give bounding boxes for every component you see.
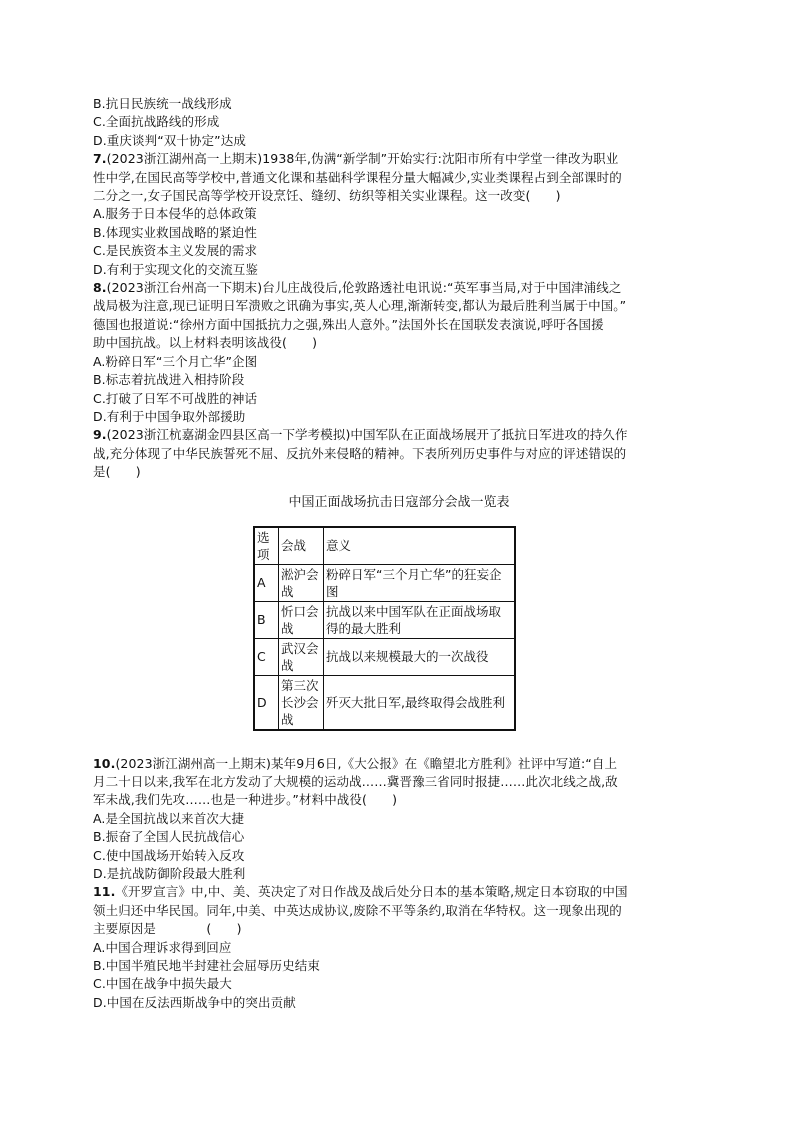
option: A.中国合理诉求得到回应 (93, 939, 232, 955)
question-text: 战局极为注意,现已证明日军溃败之讯确为事实,英人心理,渐渐转变,都认为最后胜利当属于中国。” (93, 298, 627, 314)
question-text: 战,充分体现了中华民族誓死不屈、反抗外来侵略的精神。下表所列历史事件与对应的评述错误的 (93, 445, 627, 461)
header-cell: 意义 (324, 527, 516, 565)
question-number: 11. (93, 884, 116, 900)
table-cell: D (254, 675, 279, 730)
question-text: 二分之一,女子国民高等学校开设烹饪、缝纫、纺织等相关实业课程。这一改变( ) (93, 188, 561, 204)
question-8 (93, 279, 705, 426)
header-cell: 选项 (254, 527, 279, 565)
option: A.是全国抗战以来首次大捷 (93, 810, 245, 826)
question-number: 9. (93, 427, 107, 443)
option: C.是民族资本主义发展的需求 (93, 243, 258, 259)
question-text: 是( ) (93, 464, 141, 480)
table-cell: 抗战以来中国军队在正面战场取得的最大胜利 (324, 601, 516, 638)
option: C.全面抗战路线的形成 (93, 114, 220, 130)
header-cell: 会战 (279, 527, 324, 565)
question-text: (2023浙江湖州高一上期末)1938年,伪满“新学制”开始实行:沈阳市所有中学堂一律改为职业 (106, 151, 619, 167)
option: D.中国在反法西斯战争中的突出贡献 (93, 994, 296, 1010)
table-cell: 第三次长沙会战 (279, 675, 324, 730)
table-cell: 歼灭大批日军,最终取得会战胜利 (324, 675, 516, 730)
table-caption: 中国正面战场抗击日寇部分会战一览表 (288, 494, 510, 510)
option: C.中国在战争中损失最大 (93, 976, 232, 992)
option: B.体现实业救国战略的紧迫性 (93, 224, 257, 240)
question-text: 德国也报道说:“徐州方面中国抵抗力之强,殊出人意外。”法国外长在国联发表演说,呼吁各国援 (93, 316, 604, 332)
exam-page (93, 95, 705, 1012)
option: A.粉碎日军“三个月亡华”企图 (93, 353, 258, 369)
table-header-row (254, 527, 515, 565)
option: D.有利于实现文化的交流互鉴 (93, 261, 258, 277)
option: B.振奋了全国人民抗战信心 (93, 829, 245, 845)
question-9 (93, 426, 705, 754)
q6-options (93, 95, 705, 150)
table-cell: 抗战以来规模最大的一次战役 (324, 638, 516, 675)
question-text: (2023浙江湖州高一上期末)某年9月6日,《大公报》在《瞻望北方胜利》社评中写道:“自上 (115, 755, 618, 771)
question-text: 主要原因是 ( ) (93, 921, 242, 937)
question-7 (93, 150, 705, 279)
question-number: 10. (93, 755, 116, 771)
option: D.是抗战防御阶段最大胜利 (93, 865, 246, 881)
option: D.有利于中国争取外部援助 (93, 408, 246, 424)
option: C.打破了日军不可战胜的神话 (93, 390, 258, 406)
table-cell: A (254, 564, 279, 601)
question-text: 月二十日以来,我军在北方发动了大规模的运动战……冀晋豫三省同时报捷……此次北线之战,敌 (93, 773, 618, 789)
option: A.服务于日本侵华的总体政策 (93, 206, 257, 222)
question-text: 领土归还中华民国。同年,中美、中英达成协议,废除不平等条约,取消在华特权。这一现象出现的 (93, 902, 622, 918)
question-11 (93, 883, 705, 1012)
table-cell: 武汉会战 (279, 638, 324, 675)
table-row (254, 638, 515, 675)
question-text: 军未战,我们先攻……也是一种进步。”材料中战役( ) (93, 792, 398, 808)
question-text: 性中学,在国民高等学校中,普通文化课和基础科学课程分量大幅减少,实业类课程占到全部课时的 (93, 169, 622, 185)
question-text: 《开罗宣言》中,中、美、英决定了对日作战及战后处分日本的基本策略,规定日本窃取的中国 (115, 884, 628, 900)
question-text: (2023浙江杭嘉湖金四县区高一下学考模拟)中国军队在正面战场展开了抵抗日军进攻的持久作 (106, 427, 628, 443)
table-cell: 淞沪会战 (279, 564, 324, 601)
option: D.重庆谈判“双十协定”达成 (93, 132, 246, 148)
option: B.抗日民族统一战线形成 (93, 96, 232, 111)
option: B.标志着抗战进入相持阶段 (93, 372, 245, 388)
question-number: 7. (93, 151, 107, 167)
question-number: 8. (93, 280, 107, 296)
option: C.使中国战场开始转入反攻 (93, 847, 245, 863)
battles-table (253, 526, 516, 731)
table-row (254, 564, 515, 601)
question-text: 助中国抗战。以上材料表明该战役( ) (93, 335, 318, 351)
table-cell: C (254, 638, 279, 675)
table-cell: 粉碎日军“三个月亡华”的狂妄企图 (324, 564, 516, 601)
question-text: (2023浙江台州高一下期末)台儿庄战役后,伦敦路透社电讯说:“英军事当局,对于中国津浦线之 (106, 280, 622, 296)
table-cell: 忻口会战 (279, 601, 324, 638)
option: B.中国半殖民地半封建社会屈辱历史结束 (93, 958, 320, 973)
table-row (254, 675, 515, 730)
table-cell: B (254, 601, 279, 638)
question-10 (93, 755, 705, 884)
table-row (254, 601, 515, 638)
